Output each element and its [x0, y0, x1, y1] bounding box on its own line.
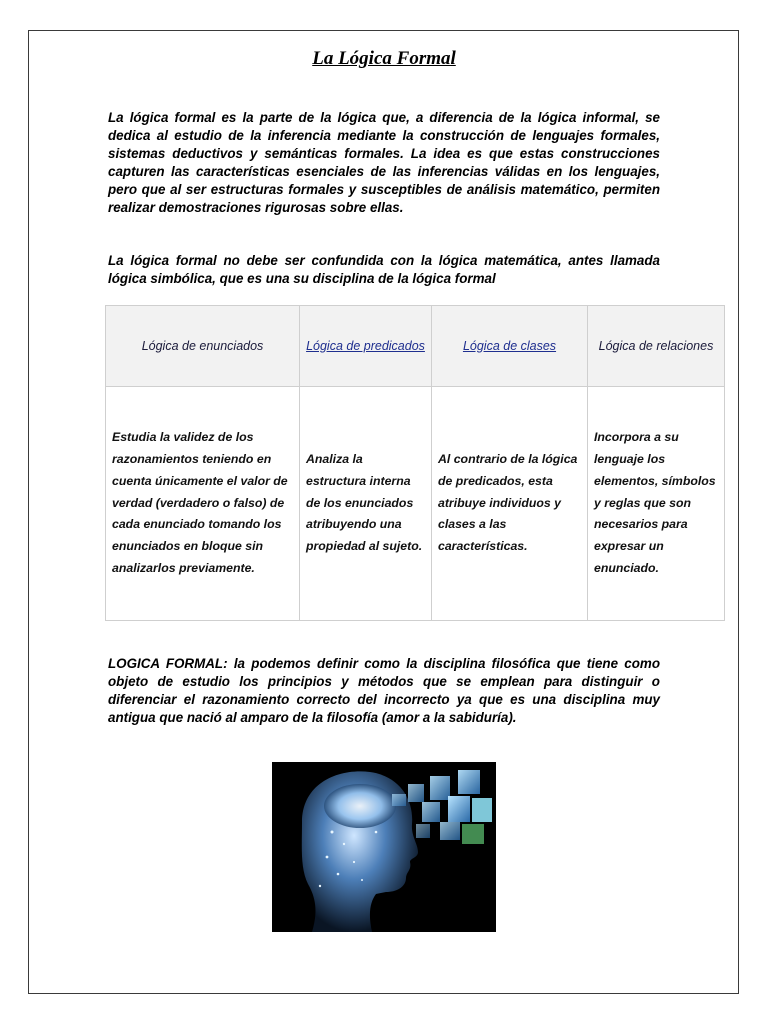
cell-clases: Al contrario de la lógica de predicados, esta atribuye individuos y clases a las características. [432, 387, 588, 621]
link-clases[interactable]: Lógica de clases [462, 338, 557, 353]
definition-paragraph: LOGICA FORMAL: la podemos definir como la disciplina filosófica que tiene como objeto de estudio los principios y métodos que se emplean para distinguir o diferenciar el razonamiento correcto del incorrecto ya que es una disciplina muy antigua que nació al amparo de la filosofía (amor a la sabiduría). [108, 656, 660, 725]
header-predicados[interactable] [300, 306, 432, 387]
header-clases[interactable] [432, 306, 588, 387]
intro-paragraph: La lógica formal es la parte de la lógica que, a diferencia de la lógica informal, se dedica al estudio de la inferencia mediante la construcción de lenguajes formales, sistemas deductivos y semánticas formales. La idea es que estas construcciones capturen las características esenciales de las inferencias válidas en los lenguajes, pero que al ser estructuras formales y susceptibles de análisis matemático, permiten realizar demostraciones rigurosas sobre ellas. [108, 110, 660, 215]
cell-relaciones: Incorpora a su lenguaje los elementos, símbolos y reglas que son necesarios para expresar un enunciado. [588, 387, 725, 621]
link-predicados[interactable]: Lógica de predicados [306, 338, 425, 353]
document-title: La Lógica Formal [312, 48, 456, 69]
cell-predicados: Analiza la estructura interna de los enunciados atribuyendo una propiedad al sujeto. [300, 387, 432, 621]
table-header-row [106, 306, 725, 387]
head-illustration [272, 762, 496, 932]
table-row [106, 387, 725, 621]
logic-types-table [105, 305, 725, 621]
digital-head-image [272, 762, 496, 932]
distinction-paragraph: La lógica formal no debe ser confundida con la lógica matemática, antes llamada lógica simbólica, que es una su disciplina de la lógica formal [108, 253, 660, 286]
cell-enunciados: Estudia la validez de los razonamientos teniendo en cuenta únicamente el valor de verdad (verdadero o falso) de cada enunciado tomando los enunciados en bloque sin analizarlos previamente. [106, 387, 300, 621]
header-relaciones: Lógica de relaciones [588, 306, 725, 387]
header-enunciados: Lógica de enunciados [106, 306, 300, 387]
